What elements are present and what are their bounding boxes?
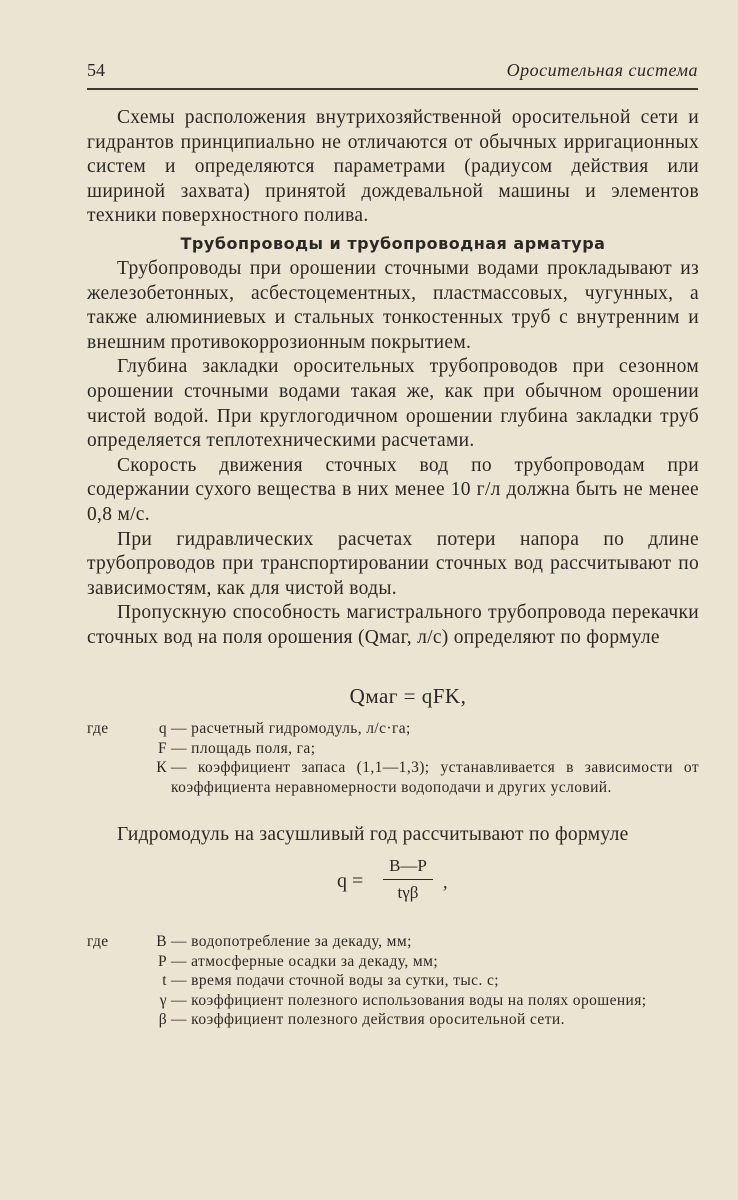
paragraph-irrigation-schemes: Схемы расположения внутрихозяйственной оросительной сети и гидрантов принципиально не отличаются от обычных ирригационных систем и определяются параметрами (радиусом действия или шириной захвата) принятой дождевальной машины и элементов техники поверхностного полива.: [87, 107, 699, 227]
paragraph-hydromodule: Гидромодуль на засушливый год рассчитывают по формуле: [117, 824, 629, 846]
legend-row: [87, 719, 699, 739]
formula-comma: ,: [443, 872, 448, 893]
formula-capacity: Qмаг = qFK,: [349, 684, 467, 709]
legend-symbol: P: [157, 952, 167, 970]
legend-symbol: q: [158, 720, 167, 738]
fraction-denominator: tγβ: [397, 883, 419, 903]
legend-row: [87, 991, 699, 1011]
legend-prefix: где: [87, 720, 109, 738]
paragraph-flow-velocity: Скорость движения сточных вод по трубопроводам при содержании сухого вещества в них менее 10 г/л должна быть не менее 0,8 м/с.: [87, 454, 699, 525]
formula-legend-capacity: [87, 719, 699, 797]
legend-symbol: B: [156, 933, 167, 951]
legend-row: [87, 739, 699, 759]
page-header: [87, 58, 698, 90]
legend-row: [87, 1010, 699, 1030]
paragraph-pipe-materials: Трубопроводы при орошении сточными водами прокладывают из железобетонных, асбестоцементных, пластмассовых, чугунных, а также алюминиевых и стальных тонкостенных труб с внутренним и внешним противокоррозионным покрытием.: [87, 257, 699, 353]
paragraph-hydraulic-calc: При гидравлических расчетах потери напора по длине трубопроводов при транспортировании сточных вод рассчитывают по зависимостям, как для чистой воды.: [87, 528, 699, 599]
section-heading: Трубопроводы и трубопроводная арматура: [180, 233, 606, 253]
paragraph-laying-depth: Глубина закладки оросительных трубопроводов при сезонном орошении сточными водами такая же, как при обычном орошении чистой водой. При круглогодичном орошении глубина закладки труб определяется теплотехническими расчетами.: [87, 356, 699, 452]
formula-lhs: q =: [337, 870, 364, 893]
legend-symbol: К: [156, 759, 167, 777]
legend-symbol: t: [162, 972, 167, 990]
legend-definition: — атмосферные осадки за декаду, мм;: [171, 952, 439, 970]
legend-definition: — расчетный гидромодуль, л/с·га;: [171, 720, 411, 738]
legend-symbol: β: [158, 1011, 167, 1029]
legend-prefix: где: [87, 933, 109, 951]
page-number: 54: [87, 60, 105, 80]
legend-symbol: γ: [159, 991, 167, 1009]
legend-definition: — время подачи сточной воды за сутки, тыс. с;: [171, 972, 499, 990]
legend-definition: — коэффициент полезного использования воды на полях орошения;: [171, 991, 647, 1009]
legend-definition: — водопотребление за декаду, мм;: [171, 933, 412, 951]
fraction: [383, 856, 433, 903]
body-text: [87, 106, 699, 1030]
running-title: Оросительная система: [506, 60, 698, 80]
fraction-numerator: B—P: [383, 856, 433, 880]
legend-definition: — площадь поля, га;: [171, 739, 316, 757]
legend-row: [87, 952, 699, 972]
legend-symbol: F: [157, 739, 167, 757]
legend-row: [87, 971, 699, 991]
formula-hydromodule: [87, 854, 699, 916]
formula-legend-hydromodule: [87, 932, 699, 1030]
legend-definition: — коэффициент запаса (1,1—1,3); устанавливается в зависимости от коэффициента неравномерности водоподачи и других условий.: [171, 759, 699, 796]
legend-row: [87, 932, 699, 952]
legend-row: [87, 758, 699, 797]
paragraph-capacity: Пропускную способность магистрального трубопровода перекачки сточных вод на поля орошения (Qмаг, л/с) определяют по формуле: [87, 602, 699, 648]
legend-definition: — коэффициент полезного действия оросительной сети.: [171, 1011, 565, 1029]
